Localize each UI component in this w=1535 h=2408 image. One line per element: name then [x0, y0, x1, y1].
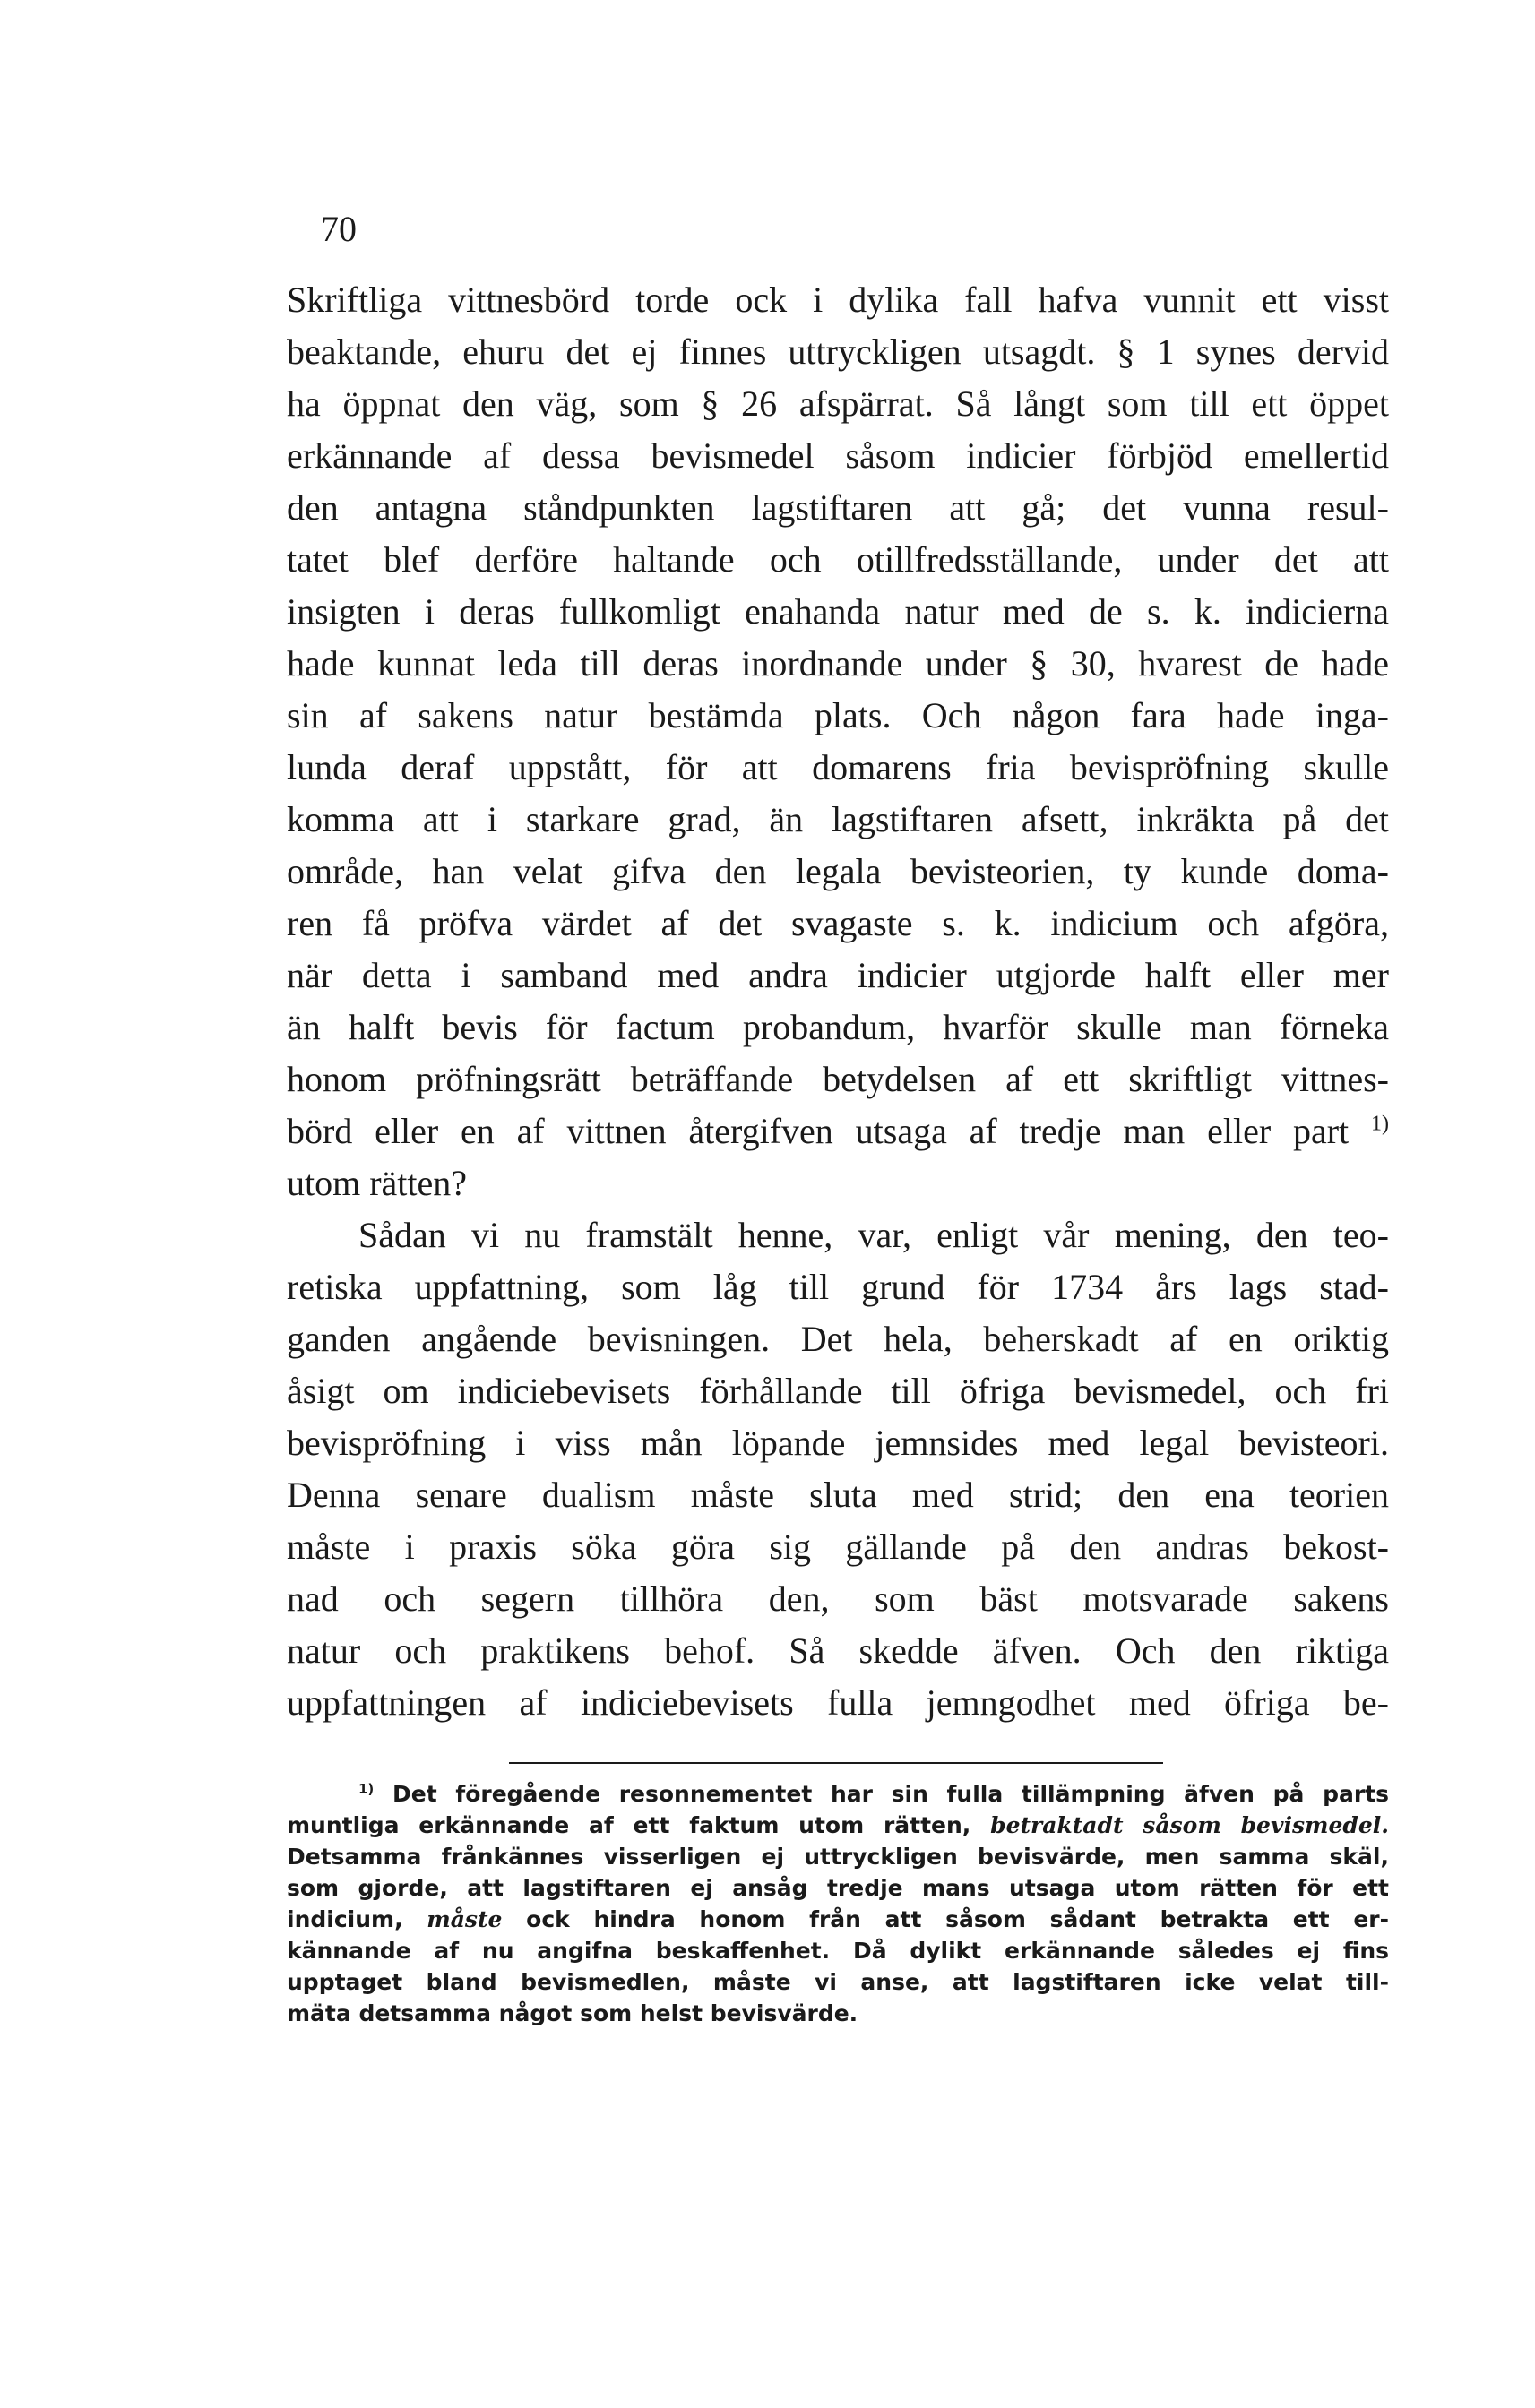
footnote-line [287, 1778, 1389, 1810]
footnote-line [287, 1810, 1389, 1841]
body-line [287, 950, 1389, 1002]
footnote-line [287, 1904, 1389, 1935]
body-line [287, 1209, 1389, 1261]
body-line [287, 430, 1389, 482]
body-line-text: lunda deraf uppstått, för att domarens fria bevispröfning skulle [287, 747, 1389, 787]
body-line-text: retiska uppfattning, som låg till grund för 1734 års lags stad- [287, 1267, 1389, 1307]
body-line-text: tatet blef derföre haltande och otillfredsställande, under det att [287, 539, 1389, 580]
body-line-text: sin af sakens natur bestämda plats. Och någon fara hade inga- [287, 695, 1389, 735]
footnote-emphasis: måste [427, 1906, 503, 1932]
footnote-text: som gjorde, att lagstiftaren ej ansåg tredje mans utsaga utom rätten för ett [287, 1875, 1389, 1901]
footnote-line [287, 1841, 1389, 1872]
footnote-text: Detsamma frånkännes visserligen ej uttryckligen bevisvärde, men samma skäl, [287, 1844, 1389, 1870]
body-line [287, 690, 1389, 742]
footnote-line [287, 1998, 1389, 2029]
footnote [287, 1778, 1389, 2029]
footnote-text: kännande af nu angifna beskaffenhet. Då dylikt erkännande således ej fins [287, 1938, 1389, 1964]
footnote-text: upptaget bland bevismedlen, måste vi anse, att lagstiftaren icke velat till- [287, 1969, 1389, 1995]
footnote-line [287, 1935, 1389, 1966]
body-line [287, 1469, 1389, 1521]
body-line-text: komma att i starkare grad, än lagstiftaren afsett, inkräkta på det [287, 799, 1389, 839]
body-line [287, 274, 1389, 326]
footnote-marker: 1) [358, 1781, 375, 1797]
body-line [287, 794, 1389, 846]
body-line-text: börd eller en af vittnen återgifven utsaga af tredje man eller part [287, 1111, 1350, 1151]
body-line [287, 482, 1389, 534]
body-line [287, 534, 1389, 586]
body-line [287, 1002, 1389, 1054]
body-line [287, 1573, 1389, 1625]
body-line-text: än halft bevis för factum probandum, hvarför skulle man förneka [287, 1007, 1389, 1047]
body-line [287, 846, 1389, 898]
body-line [287, 1105, 1389, 1157]
footnote-text: indicium, [287, 1906, 427, 1932]
body-line [287, 326, 1389, 378]
footnote-text: mäta detsamma något som helst bevisvärde. [287, 2000, 858, 2026]
footnote-text: muntliga erkännande af ett faktum utom rätten, [287, 1812, 991, 1838]
footnote-text: ock hindra honom från att såsom sådant betrakta ett er- [502, 1906, 1389, 1932]
body-line [287, 1417, 1389, 1469]
body-text [287, 274, 1389, 1729]
page-number: 70 [321, 209, 357, 249]
body-line [287, 1313, 1389, 1365]
body-line-text: ha öppnat den väg, som § 26 afspärrat. Så långt som till ett öppet [287, 383, 1389, 424]
body-line-text: beaktande, ehuru det ej finnes uttryckligen utsagdt. § 1 synes dervid [287, 331, 1389, 372]
body-line [287, 898, 1389, 950]
body-line-text: ganden angående bevisningen. Det hela, beherskadt af en oriktig [287, 1319, 1389, 1359]
body-line-text: område, han velat gifva den legala bevisteorien, ty kunde doma- [287, 851, 1389, 891]
body-line-text: Sådan vi nu framstält henne, var, enligt vår mening, den teo- [358, 1215, 1389, 1255]
footnote-reference: 1) [1371, 1112, 1389, 1136]
body-line [287, 742, 1389, 794]
body-line-text: insigten i deras fullkomligt enahanda natur med de s. k. indicierna [287, 591, 1389, 632]
footnote-line [287, 1966, 1389, 1998]
body-line-text: när detta i samband med andra indicier utgjorde halft eller mer [287, 955, 1389, 995]
body-line-text: den antagna ståndpunkten lagstiftaren att gå; det vunna resul- [287, 487, 1389, 528]
body-line-text: ren få pröfva värdet af det svagaste s. k. indicium och afgöra, [287, 903, 1389, 943]
body-line [287, 1365, 1389, 1417]
footnote-text: Det föregående resonnementet har sin fulla tillämpning äfven på parts [374, 1781, 1389, 1807]
body-line [287, 1054, 1389, 1105]
body-line-text: honom pröfningsrätt beträffande betydelsen af ett skriftligt vittnes- [287, 1059, 1389, 1099]
body-line [287, 1157, 1389, 1209]
body-line [287, 1677, 1389, 1729]
body-line-text: bevispröfning i viss mån löpande jemnsides med legal bevisteori. [287, 1423, 1389, 1463]
body-line-text: erkännande af dessa bevismedel såsom indicier förbjöd emellertid [287, 435, 1389, 476]
body-line-text: åsigt om indiciebevisets förhållande till öfriga bevismedel, och fri [287, 1371, 1389, 1411]
body-line [287, 378, 1389, 430]
body-line-text: Denna senare dualism måste sluta med strid; den ena teorien [287, 1475, 1389, 1515]
body-line [287, 638, 1389, 690]
footnote-line [287, 1872, 1389, 1904]
body-line [287, 1261, 1389, 1313]
body-line-text: natur och praktikens behof. Så skedde äfven. Och den riktiga [287, 1630, 1389, 1671]
body-line-text: uppfattningen af indiciebevisets fulla jemngodhet med öfriga be- [287, 1682, 1389, 1723]
footnote-divider [509, 1762, 1163, 1764]
body-line-text: hade kunnat leda till deras inordnande under § 30, hvarest de hade [287, 643, 1389, 684]
footnote-emphasis: betraktadt såsom bevismedel. [990, 1812, 1389, 1838]
body-line-text: Skriftliga vittnesbörd torde ock i dylika fall hafva vunnit ett visst [287, 280, 1389, 320]
body-line [287, 1521, 1389, 1573]
body-line [287, 586, 1389, 638]
body-line [287, 1625, 1389, 1677]
body-line-text: utom rätten? [287, 1163, 468, 1203]
body-line-text: nad och segern tillhöra den, som bäst motsvarade sakens [287, 1578, 1389, 1619]
body-line-text: måste i praxis söka göra sig gällande på den andras bekost- [287, 1526, 1389, 1567]
